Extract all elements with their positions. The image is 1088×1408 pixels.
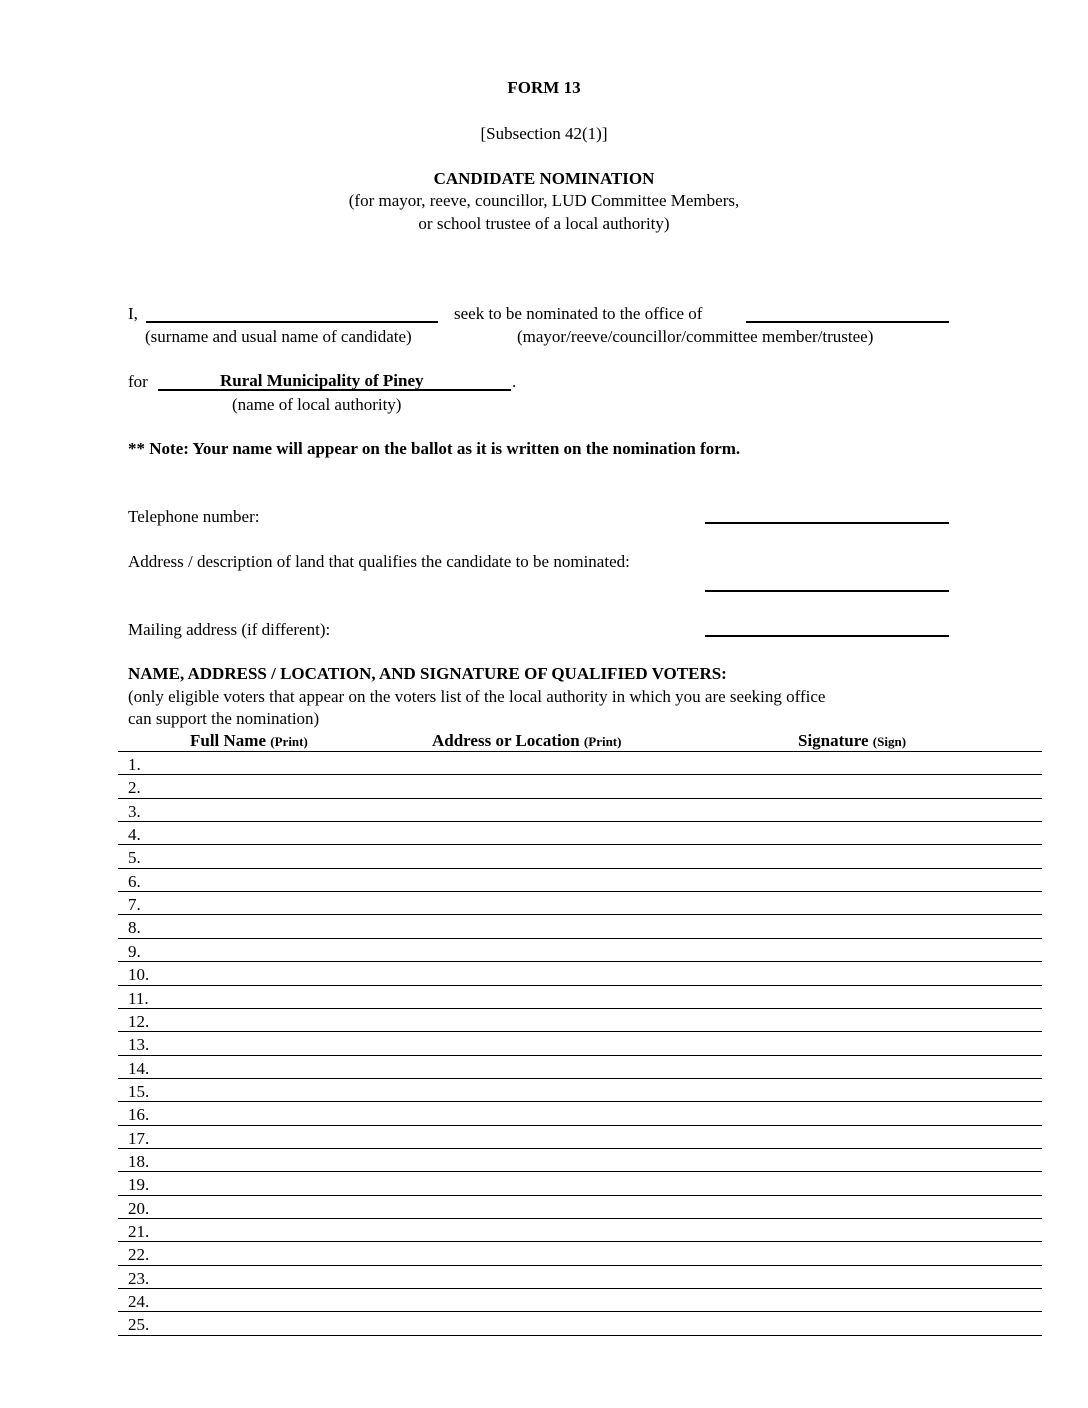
form-title: FORM 13 — [507, 78, 581, 97]
local-authority-caption: (name of local authority) — [232, 395, 402, 414]
subsection-reference: [Subsection 42(1)] — [480, 124, 608, 143]
voter-row-line[interactable] — [118, 1055, 1042, 1056]
voter-row-line[interactable] — [118, 1008, 1042, 1009]
voter-row-line[interactable] — [118, 938, 1042, 939]
voter-row-number: 12. — [128, 1011, 150, 1031]
column-header-address — [432, 731, 621, 752]
voter-row-number: 20. — [128, 1198, 150, 1218]
voter-row-line[interactable] — [118, 1265, 1042, 1266]
voter-row-line[interactable] — [118, 961, 1042, 962]
voter-row-line[interactable] — [118, 868, 1042, 869]
voter-row-number: 23. — [128, 1268, 150, 1288]
column-header-signature — [798, 731, 906, 752]
voter-row-number: 6. — [128, 871, 141, 891]
voter-row-number: 9. — [128, 941, 141, 961]
voter-row-number: 11. — [128, 988, 149, 1008]
voter-row-number: 4. — [128, 825, 141, 845]
voter-row-line[interactable] — [118, 774, 1042, 775]
voters-description-line1: (only eligible voters that appear on the voters list of the local authority in which you are seeking office — [128, 687, 826, 706]
page-subheading-line2: or school trustee of a local authority) — [418, 214, 670, 233]
local-authority-suffix: . — [512, 372, 517, 391]
column-header-address-note: (Print) — [583, 734, 622, 749]
mailing-address-label: Mailing address (if different): — [128, 620, 331, 639]
voter-row-line[interactable] — [118, 891, 1042, 892]
voter-row-number: 18. — [128, 1151, 150, 1171]
page-subheading-line1: (for mayor, reeve, councillor, LUD Committee Members, — [348, 191, 740, 210]
local-authority-value: Rural Municipality of Piney — [220, 371, 424, 390]
voter-row-number: 15. — [128, 1081, 150, 1101]
voter-row-line[interactable] — [118, 1031, 1042, 1032]
voter-row-number: 7. — [128, 895, 141, 915]
page-heading: CANDIDATE NOMINATION — [433, 169, 655, 188]
nomination-prefix: I, — [128, 304, 138, 323]
voter-row-number: 24. — [128, 1292, 150, 1312]
voter-row-number: 19. — [128, 1175, 150, 1195]
telephone-field[interactable] — [705, 522, 949, 524]
telephone-label: Telephone number: — [128, 507, 260, 526]
voter-row-number: 10. — [128, 965, 150, 985]
column-header-signature-note: (Sign) — [872, 734, 907, 749]
candidate-caption: (surname and usual name of candidate) — [145, 327, 412, 346]
office-caption: (mayor/reeve/councillor/committee member/trustee) — [517, 327, 874, 346]
voter-row-line[interactable] — [118, 1335, 1042, 1336]
voter-row-line[interactable] — [118, 1311, 1042, 1312]
voter-row-line[interactable] — [118, 1288, 1042, 1289]
voter-row-line[interactable] — [118, 1218, 1042, 1219]
voter-row-number: 21. — [128, 1222, 150, 1241]
mailing-address-field[interactable] — [705, 635, 949, 637]
office-field[interactable] — [746, 321, 949, 323]
voter-row-line[interactable] — [118, 1241, 1042, 1242]
voter-row-number: 3. — [128, 801, 141, 821]
voters-description-line2: can support the nomination) — [128, 709, 320, 728]
voter-row-line[interactable] — [118, 1195, 1042, 1196]
voter-row-line[interactable] — [118, 1078, 1042, 1079]
column-header-full-name-label: Full Name — [190, 731, 267, 750]
column-header-full-name — [190, 731, 308, 752]
voter-row-number: 5. — [128, 848, 141, 868]
voter-row-number: 13. — [128, 1035, 150, 1055]
voter-row-line[interactable] — [118, 1125, 1042, 1126]
address-label: Address / description of land that qualifies the candidate to be nominated: — [128, 552, 630, 571]
voter-row-number: 14. — [128, 1058, 150, 1078]
voter-row-number: 1. — [128, 755, 141, 774]
voter-row-number: 17. — [128, 1128, 150, 1148]
column-header-signature-label: Signature — [798, 731, 869, 750]
voter-row-line[interactable] — [118, 844, 1042, 845]
for-label: for — [128, 372, 148, 391]
ballot-note: ** Note: Your name will appear on the ballot as it is written on the nomination form. — [128, 439, 741, 458]
candidate-name-field[interactable] — [146, 321, 438, 323]
column-header-address-label: Address or Location — [432, 731, 580, 750]
table-header-rule — [118, 751, 1042, 752]
voter-row-line[interactable] — [118, 1101, 1042, 1102]
voter-row-line[interactable] — [118, 821, 1042, 822]
voter-row-number: 16. — [128, 1105, 150, 1125]
voter-row-number: 2. — [128, 778, 141, 798]
nomination-middle-text: seek to be nominated to the office of — [454, 304, 703, 323]
voter-row-number: 8. — [128, 918, 141, 938]
voter-row-line[interactable] — [118, 914, 1042, 915]
voter-row-line[interactable] — [118, 1171, 1042, 1172]
voter-row-line[interactable] — [118, 985, 1042, 986]
address-field[interactable] — [705, 590, 949, 592]
voter-row-line[interactable] — [118, 798, 1042, 799]
voter-row-number: 22. — [128, 1245, 150, 1265]
voter-row-line[interactable] — [118, 1148, 1042, 1149]
voters-heading: NAME, ADDRESS / LOCATION, AND SIGNATURE OF QUALIFIED VOTERS: — [128, 664, 727, 683]
voter-row-number: 25. — [128, 1315, 150, 1335]
column-header-full-name-note: (Print) — [270, 734, 308, 749]
